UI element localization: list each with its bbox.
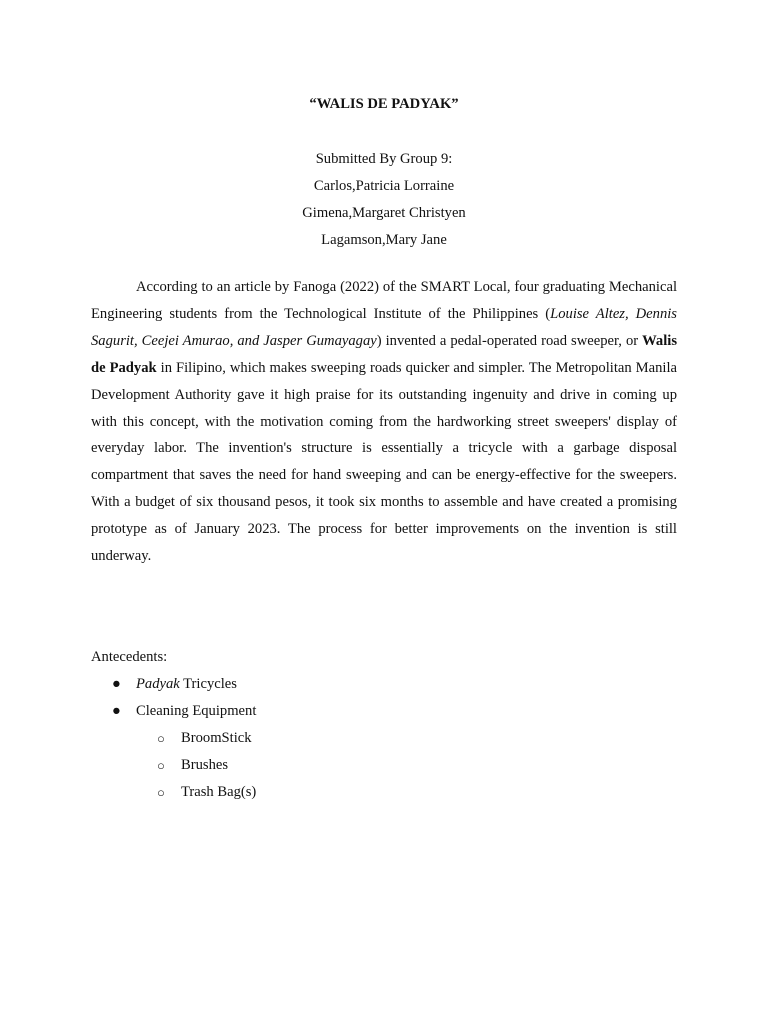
list-item-label: Tricycles [179, 676, 237, 692]
invention-name: Walis de Padyak [91, 332, 677, 376]
sub-list-item [91, 752, 677, 779]
author-name: Lagamson,Mary Jane [321, 232, 447, 248]
authors-block [0, 146, 768, 254]
list-item [91, 698, 677, 725]
circle-bullet-icon: ○ [157, 731, 165, 746]
bullet-icon: ● [112, 703, 121, 719]
sub-list-item-label: Brushes [181, 757, 229, 773]
submitted-by-label: Submitted By Group 9: [315, 151, 453, 167]
student-names: Louise Altez, Dennis Sagurit, Ceejei Amurao, and Jasper Gumayagay [91, 305, 677, 349]
list-item-italic: Padyak [136, 676, 180, 692]
circle-bullet-icon: ○ [157, 785, 165, 800]
author-name: Gimena,Margaret Christyen [302, 205, 466, 221]
sub-list-item-label: BroomStick [181, 730, 252, 746]
paragraph-text-part3: in Filipino, which makes sweeping roads quicker and simpler. The Metropolitan Manila Development Authority gave it high praise for its outstanding ingenuity and drive in coming up with this concept, with the motivation coming from the hardworking street sweepers' display of everyday labor. The invention's structure is essentially a tricycle with a garbage disposal compartment that saves the need for hand sweeping and can be energy-effective for the sweepers. With a budget of six thousand pesos, it took six months to assemble and have created a promising prototype as of January 2023. The process for better improvements on the invention is still underway. [91, 359, 677, 565]
paragraph-text-part1: According to an article by Fanoga (2022) of the SMART Local, four graduating Mechanical Engineering students from the Technological Institute of the Philippines ( [91, 279, 677, 322]
circle-bullet-icon: ○ [157, 758, 165, 773]
document-title: “WALIS DE PADYAK” [309, 96, 459, 112]
paragraph-text-part2: ) invented a pedal-operated road sweeper, or [376, 332, 643, 349]
antecedents-section [91, 644, 677, 806]
antecedents-list [91, 671, 677, 806]
bullet-icon: ● [112, 676, 121, 692]
sub-list-item-label: Trash Bag(s) [181, 784, 257, 800]
author-name: Carlos,Patricia Lorraine [313, 178, 455, 194]
sub-list-item [91, 779, 677, 806]
antecedents-heading: Antecedents: [91, 649, 168, 665]
list-item-label: Cleaning Equipment [136, 703, 257, 719]
list-item [91, 671, 677, 698]
sub-list-item [91, 725, 677, 752]
body-paragraph [91, 274, 677, 570]
